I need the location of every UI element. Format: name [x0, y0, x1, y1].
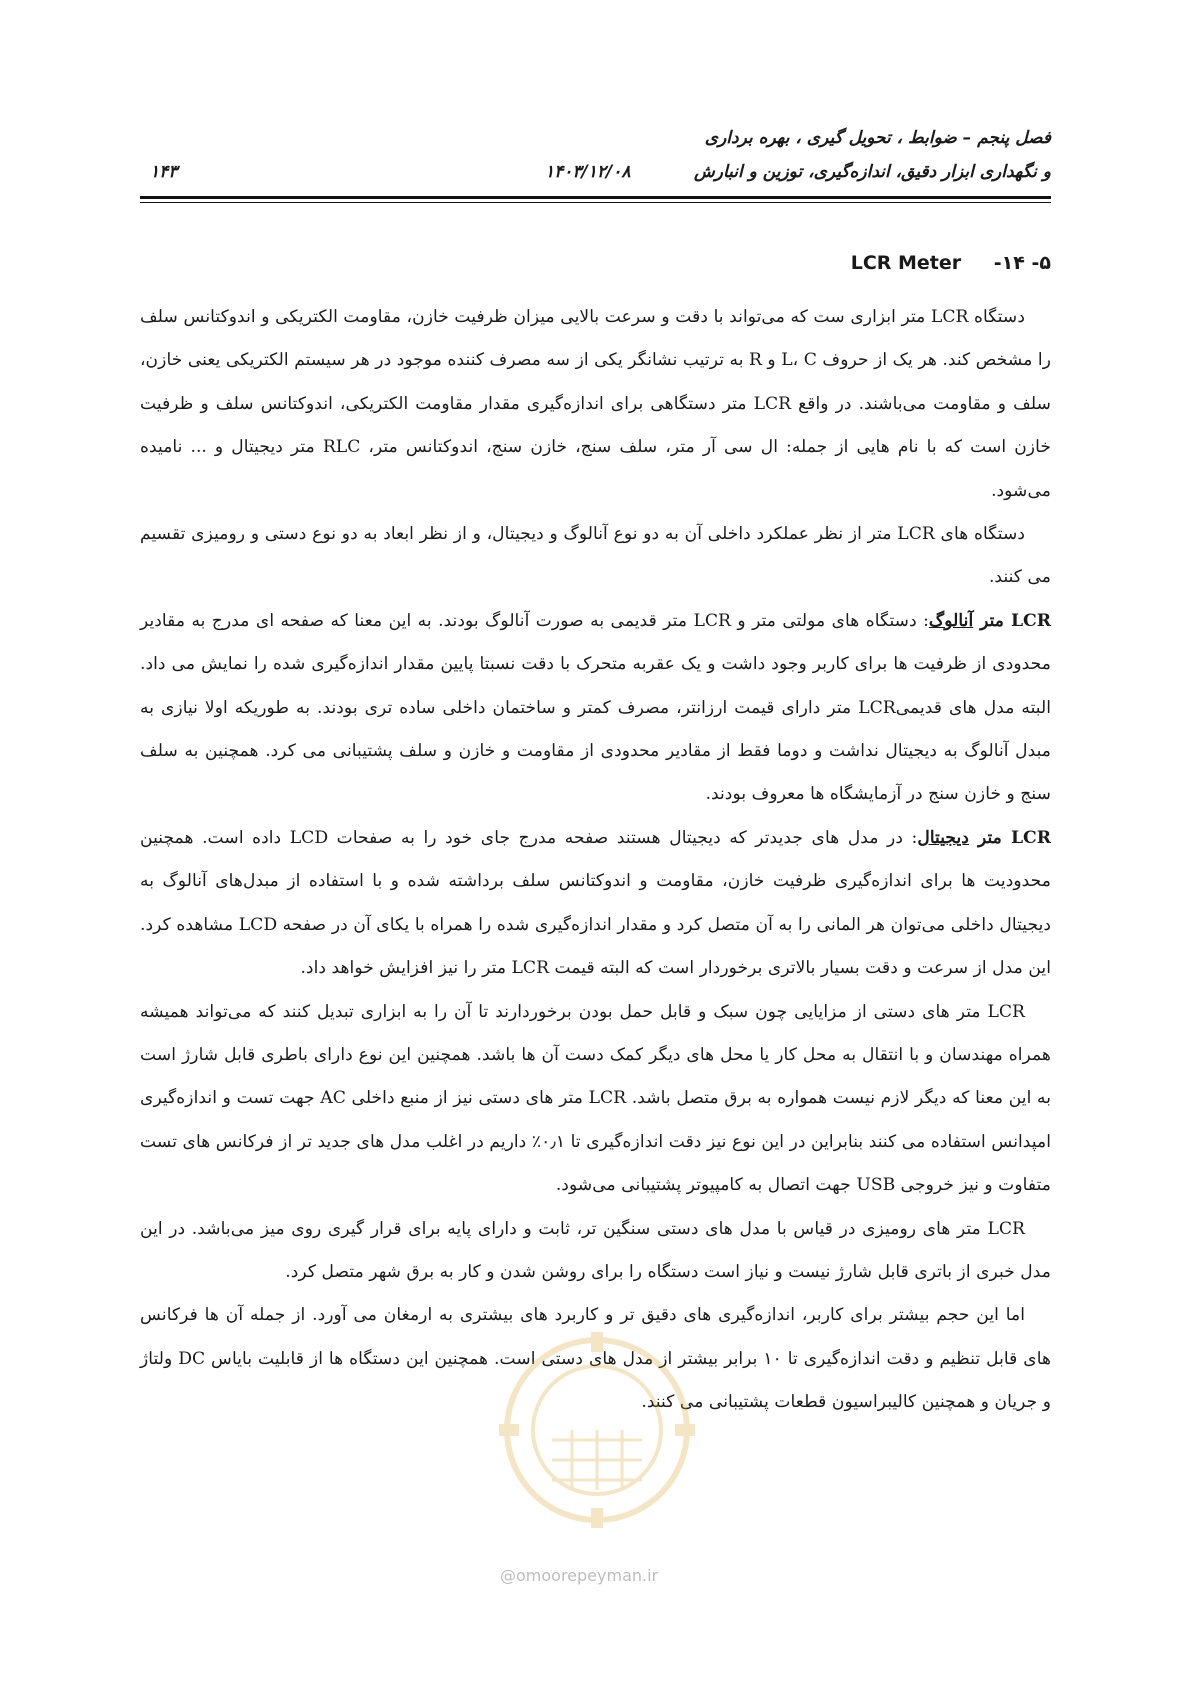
analog-text: : دستگاه های مولتی متر و LCR متر قدیمی به صورت آنالوگ بودند. به این معنا که صفحه ای مدرج به مقادیر محدودی از ظرفیت ها برای کاربر وجود داشت و یک عقربه متحرک با دقت نسبتا پایین مقدار اندازه‌گیری شده را نمایش می داد. البته مدل های قدیمیLCR متر دارای قیمت ارزانتر، مصرف کمتر و ساختمان داخلی ساده تری بودند. به طوریکه اولا نیازی به مبدل آنالوگ به دیجیتال نداشت و دوما فقط از مقادیر محدودی از مقاومت و خازن و سلف پشتیبانی می کرد. همچنین به سلف سنج و خازن سنج در آزمایشگاه ها معروف بودند. [140, 610, 1051, 805]
digital-lead-prefix: LCR متر [968, 827, 1052, 848]
analog-lead-term: آنالوگ [928, 610, 974, 631]
header-rule-thin [140, 202, 1051, 203]
watermark-logo-icon [492, 1330, 702, 1550]
digital-text: : در مدل های جدیدتر که دیجیتال هستند صفحه مدرج جای خود را به صفحات LCD داده است. همچنین محدودیت ها برای اندازه‌گیری ظرفیت خازن، مقاومت و اندوکتانس سلف برداشته شده و با استفاده از مبدل‌های آنالوگ به دیجیتال داخلی می‌توان هر المانی را به آن متصل کرد و مقدار اندازه‌گیری شده را همراه با یکای آن در صفحه LCD مشاهده کرد. این مدل از سرعت و دقت بسیار بالاتری برخوردار است که البته قیمت LCR متر را نیز افزایش خواهد داد. [140, 827, 1052, 979]
section-heading [851, 252, 1051, 274]
page-number: ۱۴۳ [150, 162, 178, 182]
paragraph-benchtop-features: اما این حجم بیشتر برای کاربر، اندازه‌گیری های دقیق تر و کاربرد های بیشتری به ارمغان می آورد. از جمله آن ها فرکانس های قابل تنظیم و دقت اندازه‌گیری تا ۱۰ برابر بیشتر از مدل های دستی است. همچنین این دستگاه ها از قابلیت بایاس DC ولتاژ و جریان و همچنین کالیبراسیون قطعات پشتیبانی می کنند. [140, 1305, 1052, 1413]
document-body [140, 296, 1051, 1425]
section-number: ۵- ۱۴- [993, 252, 1051, 274]
chapter-title-line1: فصل پنجم – ضوابط ، تحویل گیری ، بهره برداری [704, 128, 1051, 148]
section-title: LCR Meter [850, 252, 962, 274]
paragraph-benchtop: LCR متر های رومیزی در قیاس با مدل های دستی سنگین تر، ثابت و دارای پایه برای قرار گیری روی میز می‌باشد. در این مدل خبری از باتری قابل شارژ نیست و نیاز است دستگاه را برای روشن شدن و کار به برق شهر متصل کرد. [140, 1218, 1051, 1282]
paragraph-digital [140, 817, 1051, 991]
analog-lead-prefix: LCR متر [973, 610, 1051, 631]
chapter-title-line2: و نگهداری ابزار دقیق، اندازه‌گیری، توزین و انبارش [694, 162, 1051, 182]
page-header [140, 128, 1051, 196]
analog-lead [929, 611, 1051, 631]
header-date: ۱۴۰۳/۱۲/۰۸ [545, 162, 631, 182]
digital-lead-term: دیجیتال [917, 827, 969, 848]
paragraph-analog [140, 600, 1051, 817]
digital-lead [917, 828, 1051, 848]
paragraph-handheld: LCR متر های دستی از مزایایی چون سبک و قابل حمل بودن برخوردارند تا آن را به ابزاری تبدیل کنند که می‌تواند همیشه همراه مهندسان و با انتقال به محل کار یا محل های دیگر کمک دست آن ها باشد. همچنین این نوع دارای باطری قابل شارژ است به این معنا که دیگر لازم نیست همواره به برق متصل باشد. LCR متر های دستی نیز از منبع داخلی AC جهت تست و اندازه‌گیری امپدانس استفاده می کنند بنابراین در این نوع نیز دقت اندازه‌گیری تا ۰٫۱٪ داریم در اغلب مدل های جدید تر از فرکانس های تست متفاوت و نیز خروجی USB جهت اتصال به کامپیوتر پشتیبانی می‌شود. [140, 1001, 1052, 1196]
header-rule-thick [140, 196, 1051, 199]
paragraph-intro: دستگاه LCR متر ابزاری ست که می‌تواند با دقت و سرعت بالایی میزان ظرفیت خازن، مقاومت الکتریکی و اندوکتانس سلف را مشخص کند. هر یک از حروف L، C و R به ترتیب نشانگر یکی از سه مصرف کننده موجود در هر سیستم الکتریکی یعنی خازن، سلف و مقاومت می‌باشند. در واقع LCR متر دستگاهی برای اندازه‌گیری مقدار مقاومت الکتریکی، اندوکتانس سلف و ظرفیت خازن است که با نام هایی از جمله: ال سی آر متر، سلف سنج، خازن سنج، اندوکتانس متر، RLC متر دیجیتال و ... نامیده می‌شود. [140, 307, 1052, 501]
paragraph-types: دستگاه های LCR متر از نظر عملکرد داخلی آن به دو نوع آنالوگ و دیجیتال، و از نظر ابعاد به دو نوع دستی و رومیزی تقسیم می کنند. [140, 524, 1051, 588]
watermark-site: @omoorepeyman.ir [500, 1566, 659, 1585]
